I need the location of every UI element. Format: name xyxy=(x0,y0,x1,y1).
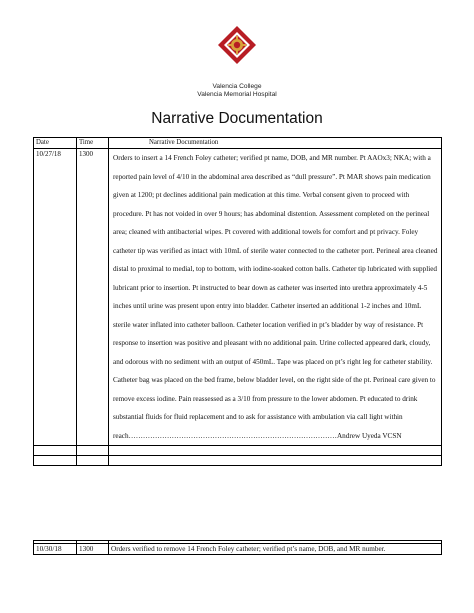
entry-narrative: Orders verified to remove 14 French Foley catheter; verified pt’s name, DOB, and MR number. xyxy=(109,544,442,555)
entry-date: 10/30/18 xyxy=(34,544,77,555)
narrative-table-continued xyxy=(33,540,442,555)
table-row xyxy=(34,149,442,446)
column-header-date: Date xyxy=(34,138,77,149)
hospital-name: Valencia Memorial Hospital xyxy=(197,91,277,98)
column-header-time: Time xyxy=(77,138,109,149)
empty-cell xyxy=(109,456,442,466)
entry-time: 1300 xyxy=(77,149,109,446)
college-name: Valencia College xyxy=(212,83,262,90)
empty-cell xyxy=(77,446,109,456)
empty-cell xyxy=(109,446,442,456)
table-header-row xyxy=(34,138,442,149)
entry-time: 1300 xyxy=(77,544,109,555)
empty-cell xyxy=(34,456,77,466)
entry-date: 10/27/18 xyxy=(34,149,77,446)
column-header-narrative: Narrative Documentation xyxy=(109,138,442,149)
page-title: Narrative Documentation xyxy=(151,110,323,127)
college-logo xyxy=(217,25,257,65)
entry-narrative: Orders to insert a 14 French Foley catheter; verified pt name, DOB, and MR number. Pt AAOx3; NKA; with a reported pain level of 4/10 in the abdominal area described as “dull pressure”. Pt MAR shows pain medication given at 1200; pt declines additional pain medication at this time. Verbal consent given to proceed with procedure. Pt has not voided in over 9 hours; has abdominal distention. Assessment completed on the perineal area; cleaned with antibacterial wipes. Pt covered with additional towels for comfort and pt privacy. Foley catheter tip was verified as intact with 10mL of sterile water connected to the catheter port. Perineal area cleaned distal to proximal to medial, top to bottom, with iodine-soaked cotton balls. Catheter tip lubricated with supplied lubricant prior to insertion. Pt instructed to bear down as catheter was inserted into urethra approximately 4-5 inches until urine was present upon entry into bladder. Catheter inserted an additional 1-2 inches and 10mL sterile water inflated into catheter balloon. Catheter location verified in pt’s bladder by way of resistance. Pt response to insertion was positive and pleasant with no additional pain. Urine collected appeared dark, cloudy, and odorous with no sediment with an output of 450mL. Tape was placed on pt’s right leg for catheter stability. Catheter bag was placed on the bed frame, below bladder level, on the right side of the pt. Perineal care given to remove excess iodine. Pain reassessed as a 3/10 from pressure to the lower abdomen. Pt educated to drink substantial fluids for fluid replacement and to ask for assistance with ambulation via call light within reach……………………………………………………………………………Andrew Uyeda VCSN xyxy=(109,149,442,446)
table-row xyxy=(34,544,442,555)
empty-cell xyxy=(34,446,77,456)
table-row-empty xyxy=(34,446,442,456)
empty-cell xyxy=(77,456,109,466)
table-row-empty xyxy=(34,456,442,466)
narrative-table xyxy=(33,137,442,466)
